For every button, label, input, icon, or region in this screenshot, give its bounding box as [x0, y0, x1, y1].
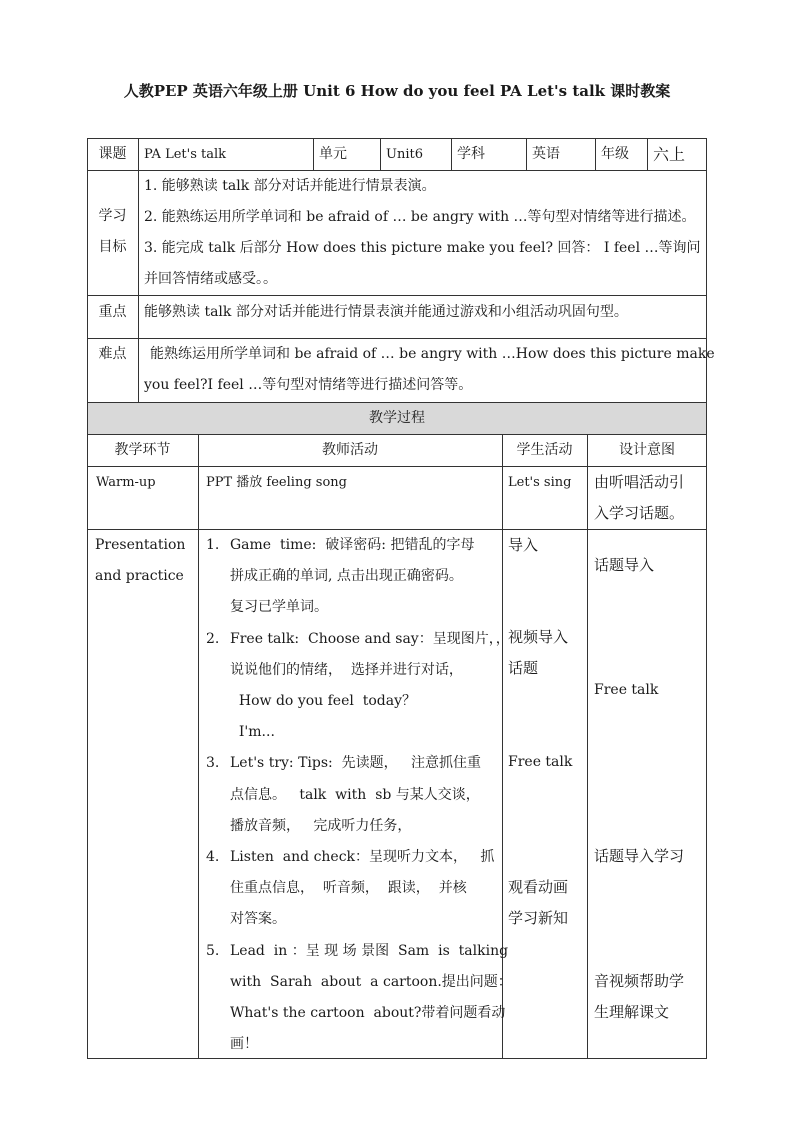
topic-value: PA Let's talk: [144, 147, 227, 162]
process-section-title: 教学过程: [369, 410, 425, 426]
teacher-activity-line: 点信息。 talk with sb 与某人交谈，: [230, 786, 480, 803]
goals-label-line2: 目标: [98, 239, 127, 255]
teacher-activity-line: 画！: [230, 1036, 258, 1053]
presentation-stage-line2: and practice: [95, 568, 184, 584]
difficulty-line-2: you feel?I feel …等句型对情绪等进行描述问答等。: [144, 377, 473, 393]
student-item-intro: 导入: [508, 536, 539, 554]
warmup-stage: Warm-up: [96, 475, 156, 490]
teacher-activity-line: Let's try: Tips: 先读题， 注意抓住重: [230, 755, 482, 772]
warmup-intent-line2: 入学习话题。: [594, 504, 685, 522]
intent-item-av-help-2: 生理解课文: [594, 1003, 670, 1021]
intent-item-topic-learning: 话题导入学习: [594, 847, 685, 865]
warmup-student: Let's sing: [508, 475, 572, 490]
key-point-text: 能够熟读 talk 部分对话并能进行情景表演并能通过游戏和小组活动巩固句型。: [144, 304, 628, 320]
teacher-activity-line: 复习已学单词。: [230, 599, 328, 616]
goals-label-line1: 学习: [98, 208, 127, 224]
teacher-item-number: 1.: [206, 537, 220, 553]
subject-label: 学科: [457, 146, 485, 162]
teacher-activity-line: Lead in ：呈 现 场 景图 Sam is talking: [230, 942, 509, 959]
presentation-stage-line1: Presentation: [95, 537, 186, 553]
teacher-activity-line: 住重点信息， 听音频， 跟读， 并核: [230, 880, 467, 897]
goal-line-2: 2. 能熟练运用所学单词和 be afraid of … be angry with …等句型对情绪等进行描述。: [144, 209, 696, 225]
header-teacher: 教师活动: [322, 442, 378, 458]
header-student: 学生活动: [516, 442, 573, 458]
warmup-teacher: PPT 播放 feeling song: [206, 475, 347, 490]
header-stage: 教学环节: [114, 442, 171, 458]
grade-value: 六上: [653, 145, 686, 164]
unit-label: 单元: [319, 146, 347, 162]
key-point-label: 重点: [98, 304, 127, 320]
teacher-activity-line: How do you feel today？: [230, 693, 417, 709]
header-intent: 设计意图: [619, 442, 675, 458]
teacher-activity-line: 拼成正确的单词, 点击出现正确密码。: [230, 568, 463, 585]
teacher-item-number: 2.: [206, 630, 220, 647]
goal-line-3: 3. 能完成 talk 后部分 How does this picture make you feel? 回答： I feel …等询问: [144, 240, 701, 256]
teacher-activity-line: Game time: 破译密码: 把错乱的字母: [230, 537, 475, 553]
teacher-activity-line: 播放音频， 完成听力任务，: [230, 817, 412, 834]
teacher-activity-line: 对答案。: [230, 911, 286, 928]
teacher-activity-line: Free talk: Choose and say：呈现图片，，: [230, 630, 510, 647]
teacher-item-number: 5.: [206, 942, 220, 959]
intent-item-free-talk: Free talk: [594, 682, 659, 698]
goal-line-1: 1. 能够熟读 talk 部分对话并能进行情景表演。: [144, 178, 436, 194]
topic-label: 课题: [98, 146, 127, 162]
student-item-free-talk: Free talk: [508, 754, 573, 770]
teacher-activity-line: I'm...: [230, 724, 275, 741]
teacher-item-number: 4.: [206, 849, 220, 865]
grade-label: 年级: [601, 146, 629, 162]
teacher-activity-line: What's the cartoon about?带着问题看动: [230, 1005, 506, 1021]
difficulty-label: 难点: [98, 346, 127, 362]
student-item-video-intro: 视频导入: [508, 628, 569, 646]
teacher-activity-line: 说说他们的情绪， 选择并进行对话，: [230, 661, 463, 678]
intent-item-topic-intro: 话题导入: [594, 556, 655, 574]
warmup-intent-line1: 由听唱活动引: [594, 473, 685, 491]
document-title: 人教PEP 英语六年级上册 Unit 6 How do you feel PA Let's talk 课时教案: [123, 82, 671, 100]
teacher-item-number: 3.: [206, 755, 220, 772]
goal-line-4: 并回答情绪或感受。。: [144, 271, 277, 287]
unit-value: Unit6: [386, 147, 423, 162]
student-item-learn-new: 学习新知: [508, 909, 569, 927]
teacher-activity-line: with Sarah about a cartoon.提出问题：: [230, 973, 512, 990]
student-item-topic: 话题: [508, 659, 539, 677]
student-item-watch-animation: 观看动画: [508, 878, 569, 896]
difficulty-line-1: 能熟练运用所学单词和 be afraid of … be angry with …How does this picture make: [150, 346, 715, 362]
intent-item-av-help-1: 音视频帮助学: [594, 972, 685, 990]
subject-value: 英语: [532, 146, 560, 162]
teacher-activity-line: Listen and check：呈现听力文本， 抓: [230, 849, 495, 865]
